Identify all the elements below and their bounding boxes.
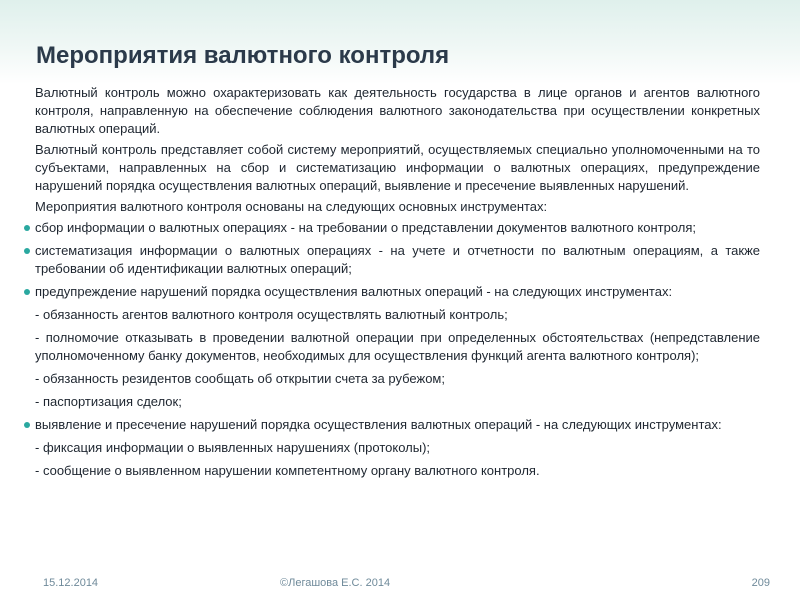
bullet-item: [23, 219, 760, 237]
bullet-dot-icon: [24, 225, 30, 231]
slide-title: Мероприятия валютного контроля: [36, 42, 450, 69]
paragraph: Валютный контроль представляет собой систему мероприятий, осуществляемых специально уполномоченными на то субъектами, направленных на сбор и систематизацию информации о валютных операциях, предупреждение нарушений порядка осуществления валютных операций, выявление и пресечение выявленных нарушений.: [35, 142, 760, 193]
bullet-dot-icon: [24, 289, 30, 295]
paragraph: Мероприятия валютного контроля основаны на следующих основных инструментах:: [35, 199, 548, 214]
bullet-item: [23, 416, 760, 434]
sub-item: - обязанность агентов валютного контроля осуществлять валютный контроль;: [35, 307, 508, 322]
slide-content: [23, 84, 760, 485]
bullet-text: предупреждение нарушений порядка осуществления валютных операций - на следующих инструментах:: [35, 284, 673, 299]
bullet-text: выявление и пресечение нарушений порядка осуществления валютных операций - на следующих инструментах:: [35, 417, 722, 432]
footer-author: ©Легашова Е.С. 2014: [280, 577, 391, 589]
sub-item: - обязанность резидентов сообщать об открытии счета за рубежом;: [35, 371, 445, 386]
sub-item: - сообщение о выявленном нарушении компетентному органу валютного контроля.: [35, 463, 540, 478]
paragraph: Валютный контроль можно охарактеризовать как деятельность государства в лице органов и агентов валютного контроля, направленную на обеспечение соблюдения валютного законодательства при осуществлении конкретных валютных операций.: [35, 85, 760, 136]
sub-item: - фиксация информации о выявленных нарушениях (протоколы);: [35, 440, 431, 455]
page-number: 209: [751, 577, 770, 589]
sub-item: - полномочие отказывать в проведении валютной операции при определенных обстоятельствах (непредставление уполномоченному банку документов, необходимых для осуществления функций агента валютного контроля);: [35, 330, 760, 363]
bullet-item: [23, 242, 760, 278]
sub-item: - паспортизация сделок;: [35, 394, 182, 409]
bullet-text: сбор информации о валютных операциях - на требовании о представлении документов валютного контроля;: [35, 220, 696, 235]
bullet-dot-icon: [24, 248, 30, 254]
footer-date: 15.12.2014: [43, 577, 99, 589]
bullet-dot-icon: [24, 422, 30, 428]
bullet-text: систематизация информации о валютных операциях - на учете и отчетности по валютным операциям, а также требовании об идентификации валютных операций;: [35, 243, 760, 276]
bullet-item: [23, 283, 760, 301]
